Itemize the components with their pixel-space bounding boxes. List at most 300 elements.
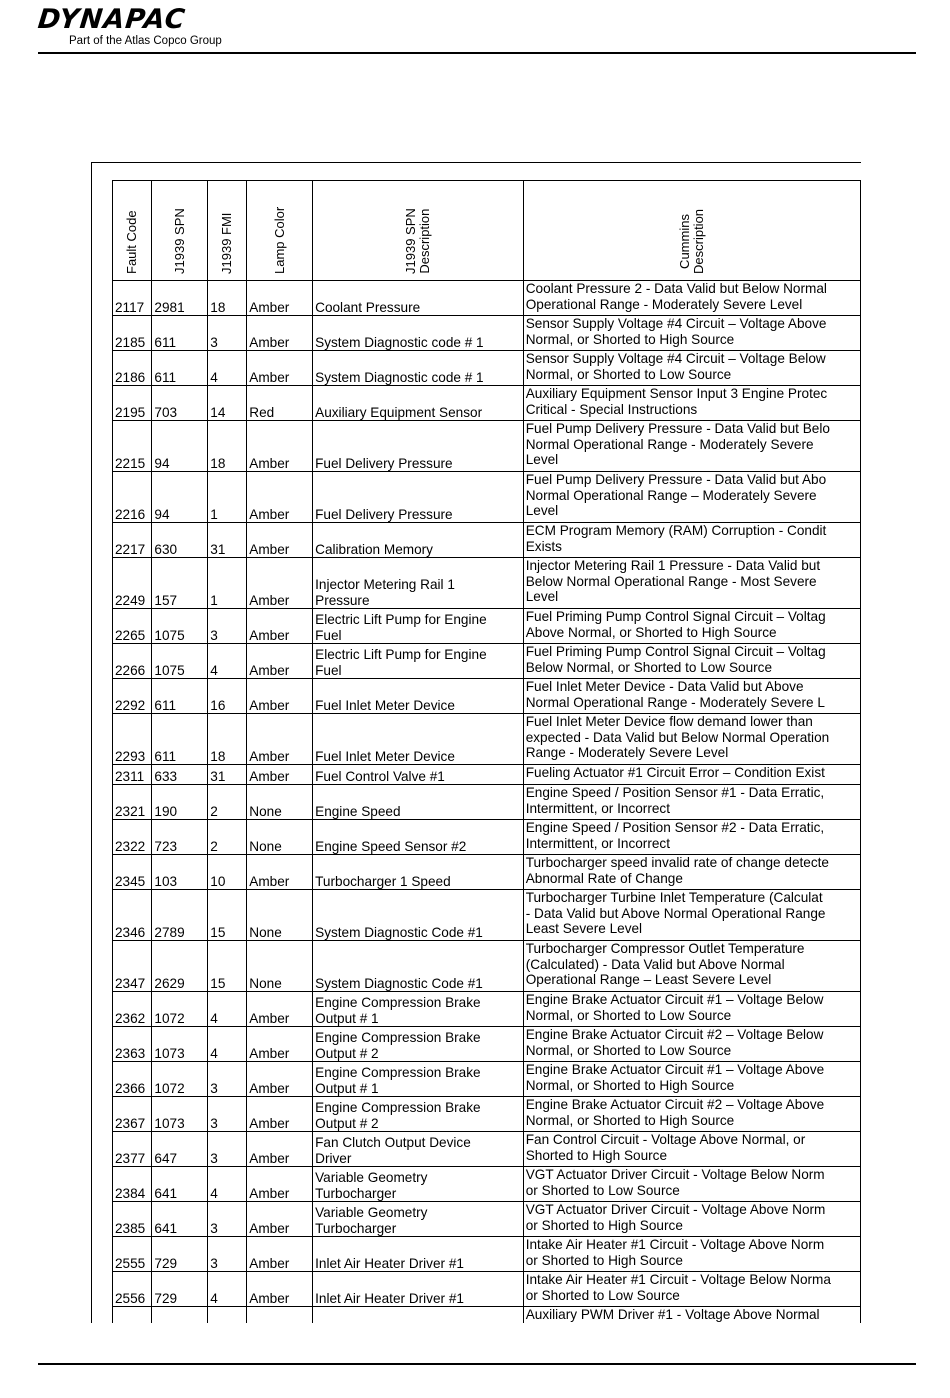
spn-cell: 94	[152, 472, 208, 523]
fault-code-cell: 2117	[113, 281, 152, 316]
fault-code-cell: 2186	[113, 351, 152, 386]
spn-cell: 723	[152, 820, 208, 855]
cummins-description-cell	[523, 1202, 860, 1237]
table-row	[113, 785, 861, 820]
description-line: Coolant Pressure	[315, 299, 421, 315]
fault-code-cell: 2362	[113, 992, 152, 1027]
fmi-cell: 4	[208, 1167, 247, 1202]
description-line: Intake Air Heater #1 Circuit - Voltage Above Norm	[525, 1237, 825, 1252]
description-line: VGT Actuator Driver Circuit - Voltage Above Norm	[525, 1202, 826, 1217]
description-line: Engine Compression Brake	[315, 1065, 481, 1080]
spn-cell: 611	[152, 351, 208, 386]
fmi-cell: 10	[208, 855, 247, 890]
description-line: System Diagnostic Code #1	[315, 975, 483, 991]
spn-cell: 641	[152, 1202, 208, 1237]
description-line: Output # 1	[315, 1010, 379, 1026]
fault-code-cell: 2185	[113, 316, 152, 351]
spn-cell: 647	[152, 1132, 208, 1167]
cummins-description-cell	[523, 558, 860, 609]
col-j1939-description-header	[313, 181, 524, 281]
spn-cell: 1075	[152, 609, 208, 644]
cummins-description-cell	[523, 351, 860, 386]
table-row	[113, 1202, 861, 1237]
fault-code-table	[112, 180, 861, 1323]
description-line: Engine Compression Brake	[315, 995, 481, 1010]
description-line: Intermittent, or Incorrect	[525, 800, 670, 816]
description-line: Normal, or Shorted to High Source	[525, 1077, 735, 1093]
cummins-description-cell	[523, 316, 860, 351]
j1939-description-cell	[313, 472, 524, 523]
fmi-cell: 18	[208, 281, 247, 316]
description-line: Normal, or Shorted to Low Source	[525, 366, 732, 382]
col-cummins-description-header	[523, 181, 860, 281]
description-line: Driver	[315, 1150, 352, 1166]
description-line: Shorted to High Source	[525, 1147, 668, 1163]
fmi-cell: 4	[208, 1272, 247, 1307]
description-line: System Diagnostic code # 1	[315, 334, 484, 350]
description-line: or Shorted to High Source	[525, 1252, 683, 1268]
lamp-color-cell: Amber	[247, 1272, 313, 1307]
description-line: Fuel	[315, 627, 342, 643]
column-header-line: Lamp Color	[271, 206, 287, 274]
description-line: Fuel Inlet Meter Device flow demand lower than	[525, 714, 813, 729]
description-line: Inlet Air Heater Driver #1	[315, 1255, 464, 1271]
table-row	[113, 1097, 861, 1132]
fault-code-cell: 2363	[113, 1027, 152, 1062]
table-row	[113, 1237, 861, 1272]
j1939-description-cell	[313, 890, 524, 941]
description-line: Turbocharger Compressor Outlet Temperature	[525, 941, 805, 956]
description-line: Fan Control Circuit - Voltage Above Normal, or	[525, 1132, 806, 1147]
description-line: Fuel Delivery Pressure	[315, 455, 453, 471]
description-line: Normal Operational Range - Moderately Severe L	[525, 694, 825, 710]
cummins-description-cell	[523, 785, 860, 820]
description-line: Turbocharger speed invalid rate of change detecte	[525, 855, 829, 870]
description-line: Engine Brake Actuator Circuit #1 – Voltage Above	[525, 1062, 825, 1077]
table-row	[113, 609, 861, 644]
description-line: Calibration Memory	[315, 541, 433, 557]
table-row	[113, 714, 861, 765]
lamp-color-cell: None	[247, 820, 313, 855]
description-line: Turbocharger 1 Speed	[315, 873, 451, 889]
description-line: Fuel Inlet Meter Device	[315, 697, 455, 713]
fmi-cell: 3	[208, 1202, 247, 1237]
lamp-color-cell: Amber	[247, 1097, 313, 1132]
description-line: Engine Speed Sensor #2	[315, 838, 467, 854]
description-line: Fuel Priming Pump Control Signal Circuit – Voltag	[525, 609, 826, 624]
j1939-description-cell	[313, 1272, 524, 1307]
description-line: Injector Metering Rail 1	[315, 577, 455, 592]
j1939-description-cell	[313, 281, 524, 316]
table-row	[113, 1132, 861, 1167]
logo-tagline: Part of the Atlas Copco Group	[69, 35, 222, 47]
description-line: Fuel Inlet Meter Device	[315, 748, 455, 764]
lamp-color-cell: Amber	[247, 351, 313, 386]
fmi-cell: 31	[208, 523, 247, 558]
fmi-cell: 18	[208, 714, 247, 765]
description-line: VGT Actuator Driver Circuit - Voltage Below Norm	[525, 1167, 825, 1182]
description-line: Normal, or Shorted to Low Source	[525, 1007, 732, 1023]
fmi-cell: 31	[208, 765, 247, 785]
lamp-color-cell: Amber	[247, 1202, 313, 1237]
description-line: Level	[525, 589, 559, 604]
lamp-color-cell: Amber	[247, 609, 313, 644]
column-header-line: Cummins	[676, 214, 692, 269]
fmi-cell: 2	[208, 785, 247, 820]
fault-code-cell: 2377	[113, 1132, 152, 1167]
fault-code-cell: 2265	[113, 609, 152, 644]
column-header-label	[173, 208, 187, 274]
j1939-description-cell	[313, 386, 524, 421]
cummins-description-cell	[523, 1272, 860, 1307]
fmi-cell: 3	[208, 1062, 247, 1097]
description-line: Coolant Pressure 2 - Data Valid but Below Normal	[525, 281, 827, 296]
table-row	[113, 992, 861, 1027]
table-row	[113, 316, 861, 351]
fmi-cell: 2	[208, 820, 247, 855]
column-header-line: J1939 SPN	[402, 208, 418, 274]
description-line: Fuel	[315, 662, 342, 678]
fmi-cell: 16	[208, 679, 247, 714]
description-line: Engine Compression Brake	[315, 1030, 481, 1045]
description-line: Engine Brake Actuator Circuit #1 – Voltage Below	[525, 992, 824, 1007]
description-line: Injector Metering Rail 1 Pressure - Data Valid but	[525, 558, 821, 573]
cummins-description-cell	[523, 386, 860, 421]
lamp-color-cell: Amber	[247, 679, 313, 714]
fmi-cell: 15	[208, 890, 247, 941]
fmi-cell: 4	[208, 1027, 247, 1062]
fault-code-cell: 2311	[113, 765, 152, 785]
description-line: Variable Geometry	[315, 1205, 428, 1220]
table-row	[113, 1167, 861, 1202]
description-line: Least Severe Level	[525, 921, 643, 936]
spn-cell: 2629	[152, 941, 208, 992]
table-row	[113, 523, 861, 558]
lamp-color-cell: Amber	[247, 1167, 313, 1202]
cummins-description-cell	[523, 714, 860, 765]
j1939-description-cell	[313, 765, 524, 785]
fault-code-cell: 2345	[113, 855, 152, 890]
description-line: Output # 2	[315, 1115, 379, 1131]
table-row	[113, 644, 861, 679]
description-line: expected - Data Valid but Below Normal Operation	[525, 729, 830, 745]
description-line: Exists	[525, 538, 562, 554]
lamp-color-cell: Amber	[247, 855, 313, 890]
fault-code-cell: 2293	[113, 714, 152, 765]
fmi-cell: 3	[208, 1237, 247, 1272]
spn-cell: 103	[152, 855, 208, 890]
j1939-description-cell	[313, 558, 524, 609]
description-line: Normal, or Shorted to High Source	[525, 331, 735, 347]
spn-cell: 1073	[152, 1027, 208, 1062]
description-line: Electric Lift Pump for Engine	[315, 612, 487, 627]
lamp-color-cell: Red	[247, 386, 313, 421]
description-line: Output # 2	[315, 1045, 379, 1061]
column-header-label	[125, 210, 139, 274]
lamp-color-cell: Amber	[247, 472, 313, 523]
j1939-description-cell	[313, 523, 524, 558]
description-line: Fuel Priming Pump Control Signal Circuit – Voltag	[525, 644, 826, 659]
fault-code-cell: 2366	[113, 1062, 152, 1097]
spn-cell: 729	[152, 1272, 208, 1307]
description-line: Fuel Pump Delivery Pressure - Data Valid but Abo	[525, 472, 827, 487]
description-line: Turbocharger	[315, 1220, 397, 1236]
description-line: Intake Air Heater #1 Circuit - Voltage Below Norma	[525, 1272, 831, 1287]
table-row	[113, 890, 861, 941]
table-row	[113, 820, 861, 855]
table-row	[113, 765, 861, 785]
description-line: Engine Speed / Position Sensor #1 - Data Erratic,	[525, 785, 825, 800]
description-line: System Diagnostic Code #1	[315, 924, 483, 940]
description-line: Output # 1	[315, 1080, 379, 1096]
fault-code-cell	[113, 1307, 152, 1324]
column-header-line: J1939 FMI	[219, 212, 235, 274]
description-line: Inlet Air Heater Driver #1	[315, 1290, 464, 1306]
j1939-description-cell	[313, 1202, 524, 1237]
fault-code-cell: 2385	[113, 1202, 152, 1237]
spn-cell: 1072	[152, 1062, 208, 1097]
column-header-label	[220, 213, 234, 274]
cummins-description-cell	[523, 855, 860, 890]
cummins-description-cell	[523, 1027, 860, 1062]
column-header-line: Fault Code	[124, 210, 140, 274]
description-line: Engine Compression Brake	[315, 1100, 481, 1115]
fmi-cell: 4	[208, 992, 247, 1027]
description-line: Engine Brake Actuator Circuit #2 – Voltage Above	[525, 1097, 825, 1112]
j1939-description-cell	[313, 644, 524, 679]
description-line: System Diagnostic code # 1	[315, 369, 484, 385]
spn-cell	[152, 1307, 208, 1324]
description-line: Fuel Pump Delivery Pressure - Data Valid but Belo	[525, 421, 830, 436]
table-row	[113, 351, 861, 386]
description-line: Level	[525, 452, 559, 467]
description-line: Fueling Actuator #1 Circuit Error – Condition Exist	[525, 765, 825, 780]
description-line: Engine Speed / Position Sensor #2 - Data Erratic,	[525, 820, 825, 835]
description-line: Auxiliary Equipment Sensor	[315, 404, 483, 420]
fmi-cell: 3	[208, 316, 247, 351]
fault-code-cell: 2195	[113, 386, 152, 421]
j1939-description-cell	[313, 1027, 524, 1062]
lamp-color-cell: Amber	[247, 714, 313, 765]
spn-cell: 1075	[152, 644, 208, 679]
fmi-cell: 3	[208, 1097, 247, 1132]
fault-code-cell: 2292	[113, 679, 152, 714]
col-j1939-fmi-header	[208, 181, 247, 281]
spn-cell: 1073	[152, 1097, 208, 1132]
lamp-color-cell: Amber	[247, 523, 313, 558]
table-row	[113, 386, 861, 421]
table-row	[113, 1307, 861, 1324]
fault-code-cell: 2367	[113, 1097, 152, 1132]
cummins-description-cell	[523, 472, 860, 523]
j1939-description-cell	[313, 1132, 524, 1167]
table-body	[113, 281, 861, 1324]
cummins-description-cell	[523, 1132, 860, 1167]
table-row	[113, 679, 861, 714]
description-line: Auxiliary Equipment Sensor Input 3 Engine Protec	[525, 386, 828, 401]
fmi-cell: 3	[208, 1132, 247, 1167]
j1939-description-cell	[313, 609, 524, 644]
table-row	[113, 1027, 861, 1062]
cummins-description-cell	[523, 765, 860, 785]
cummins-description-cell	[523, 421, 860, 472]
description-line: Sensor Supply Voltage #4 Circuit – Voltage Above	[525, 316, 827, 331]
description-line: Normal Operational Range - Moderately Severe	[525, 436, 814, 452]
cummins-description-cell	[523, 1097, 860, 1132]
spn-cell: 729	[152, 1237, 208, 1272]
lamp-color-cell: Amber	[247, 644, 313, 679]
table-row	[113, 281, 861, 316]
spn-cell: 641	[152, 1167, 208, 1202]
j1939-description-cell	[313, 1062, 524, 1097]
spn-cell: 611	[152, 714, 208, 765]
description-line: Variable Geometry	[315, 1170, 428, 1185]
fmi-cell: 18	[208, 421, 247, 472]
fmi-cell: 4	[208, 644, 247, 679]
j1939-description-cell	[313, 679, 524, 714]
dynapac-logo: DYNAPAC	[36, 4, 188, 35]
description-line: Turbocharger	[315, 1185, 397, 1201]
spn-cell: 611	[152, 679, 208, 714]
lamp-color-cell: None	[247, 941, 313, 992]
j1939-description-cell	[313, 421, 524, 472]
description-line: Pressure	[315, 592, 370, 608]
column-header-line: J1939 SPN	[171, 208, 187, 274]
spn-cell: 611	[152, 316, 208, 351]
fmi-cell: 15	[208, 941, 247, 992]
description-line: ECM Program Memory (RAM) Corruption - Condit	[525, 523, 827, 538]
fault-code-cell: 2384	[113, 1167, 152, 1202]
description-line: Engine Speed	[315, 803, 401, 819]
description-line: Fuel Inlet Meter Device - Data Valid but Above	[525, 679, 804, 694]
fmi-cell	[208, 1307, 247, 1324]
cummins-description-cell	[523, 820, 860, 855]
j1939-description-cell	[313, 941, 524, 992]
description-line: Operational Range - Moderately Severe Level	[525, 296, 803, 312]
j1939-description-cell	[313, 714, 524, 765]
cummins-description-cell	[523, 281, 860, 316]
fault-code-cell: 2555	[113, 1237, 152, 1272]
column-header-line: Description	[690, 208, 706, 274]
j1939-description-cell	[313, 1097, 524, 1132]
j1939-description-cell	[313, 1307, 524, 1324]
lamp-color-cell	[247, 1307, 313, 1324]
lamp-color-cell: Amber	[247, 1237, 313, 1272]
description-line: Normal, or Shorted to Low Source	[525, 1042, 732, 1058]
spn-cell: 2981	[152, 281, 208, 316]
description-line: Range - Moderately Severe Level	[525, 745, 729, 760]
table-row	[113, 558, 861, 609]
lamp-color-cell: None	[247, 890, 313, 941]
col-j1939-spn-header	[152, 181, 208, 281]
fault-code-cell: 2347	[113, 941, 152, 992]
j1939-description-cell	[313, 992, 524, 1027]
cummins-description-cell	[523, 992, 860, 1027]
spn-cell: 190	[152, 785, 208, 820]
cummins-description-cell	[523, 1307, 860, 1324]
table-frame	[91, 162, 861, 1323]
description-line: Below Normal Operational Range - Most Severe	[525, 573, 817, 589]
description-line: Engine Brake Actuator Circuit #2 – Voltage Below	[525, 1027, 824, 1042]
col-fault-code-header	[113, 181, 152, 281]
description-line: Level	[525, 503, 559, 518]
j1939-description-cell	[313, 316, 524, 351]
description-line: or Shorted to Low Source	[525, 1287, 680, 1303]
table-row	[113, 941, 861, 992]
cummins-description-cell	[523, 941, 860, 992]
spn-cell: 630	[152, 523, 208, 558]
fault-code-cell: 2266	[113, 644, 152, 679]
lamp-color-cell: Amber	[247, 421, 313, 472]
lamp-color-cell: Amber	[247, 281, 313, 316]
fmi-cell: 1	[208, 472, 247, 523]
spn-cell: 633	[152, 765, 208, 785]
description-line: Below Normal, or Shorted to Low Source	[525, 659, 773, 675]
fmi-cell: 1	[208, 558, 247, 609]
spn-cell: 157	[152, 558, 208, 609]
j1939-description-cell	[313, 855, 524, 890]
column-header-label	[678, 209, 706, 274]
lamp-color-cell: Amber	[247, 558, 313, 609]
column-header-label	[404, 208, 432, 274]
cummins-description-cell	[523, 523, 860, 558]
description-line: Normal Operational Range – Moderately Severe	[525, 487, 817, 503]
table-row	[113, 1272, 861, 1307]
fault-code-cell: 2215	[113, 421, 152, 472]
description-line: Auxiliary PWM Driver #1 - Voltage Above Normal	[525, 1307, 820, 1322]
fault-code-cell: 2322	[113, 820, 152, 855]
fault-code-cell: 2217	[113, 523, 152, 558]
header-divider	[38, 52, 916, 54]
lamp-color-cell: None	[247, 785, 313, 820]
description-line: Fuel Delivery Pressure	[315, 506, 453, 522]
fault-code-cell: 2249	[113, 558, 152, 609]
description-line: Fan Clutch Output Device	[315, 1135, 471, 1150]
table-row	[113, 1062, 861, 1097]
lamp-color-cell: Amber	[247, 1132, 313, 1167]
description-line: Fuel Control Valve #1	[315, 768, 445, 784]
cummins-description-cell	[523, 609, 860, 644]
description-line: Critical - Special Instructions	[525, 401, 698, 417]
cummins-description-cell	[523, 1062, 860, 1097]
lamp-color-cell: Amber	[247, 992, 313, 1027]
j1939-description-cell	[313, 820, 524, 855]
fault-code-cell: 2556	[113, 1272, 152, 1307]
cummins-description-cell	[523, 890, 860, 941]
column-header-label	[273, 207, 287, 274]
fault-code-cell: 2321	[113, 785, 152, 820]
fault-code-cell: 2216	[113, 472, 152, 523]
table-row	[113, 472, 861, 523]
table-row	[113, 855, 861, 890]
description-line: Normal, or Shorted to High Source	[525, 1112, 735, 1128]
footer-divider	[38, 1363, 916, 1365]
description-line: Sensor Supply Voltage #4 Circuit – Voltage Below	[525, 351, 826, 366]
lamp-color-cell: Amber	[247, 1027, 313, 1062]
fmi-cell: 3	[208, 609, 247, 644]
cummins-description-cell	[523, 1237, 860, 1272]
j1939-description-cell	[313, 1237, 524, 1272]
description-line: Abnormal Rate of Change	[525, 870, 683, 886]
lamp-color-cell: Amber	[247, 765, 313, 785]
description-line: - Data Valid but Above Normal Operational Range	[525, 905, 826, 921]
spn-cell: 94	[152, 421, 208, 472]
description-line: or Shorted to High Source	[525, 1217, 683, 1233]
lamp-color-cell: Amber	[247, 316, 313, 351]
cummins-description-cell	[523, 1167, 860, 1202]
page-header	[38, 6, 222, 47]
cummins-description-cell	[523, 679, 860, 714]
